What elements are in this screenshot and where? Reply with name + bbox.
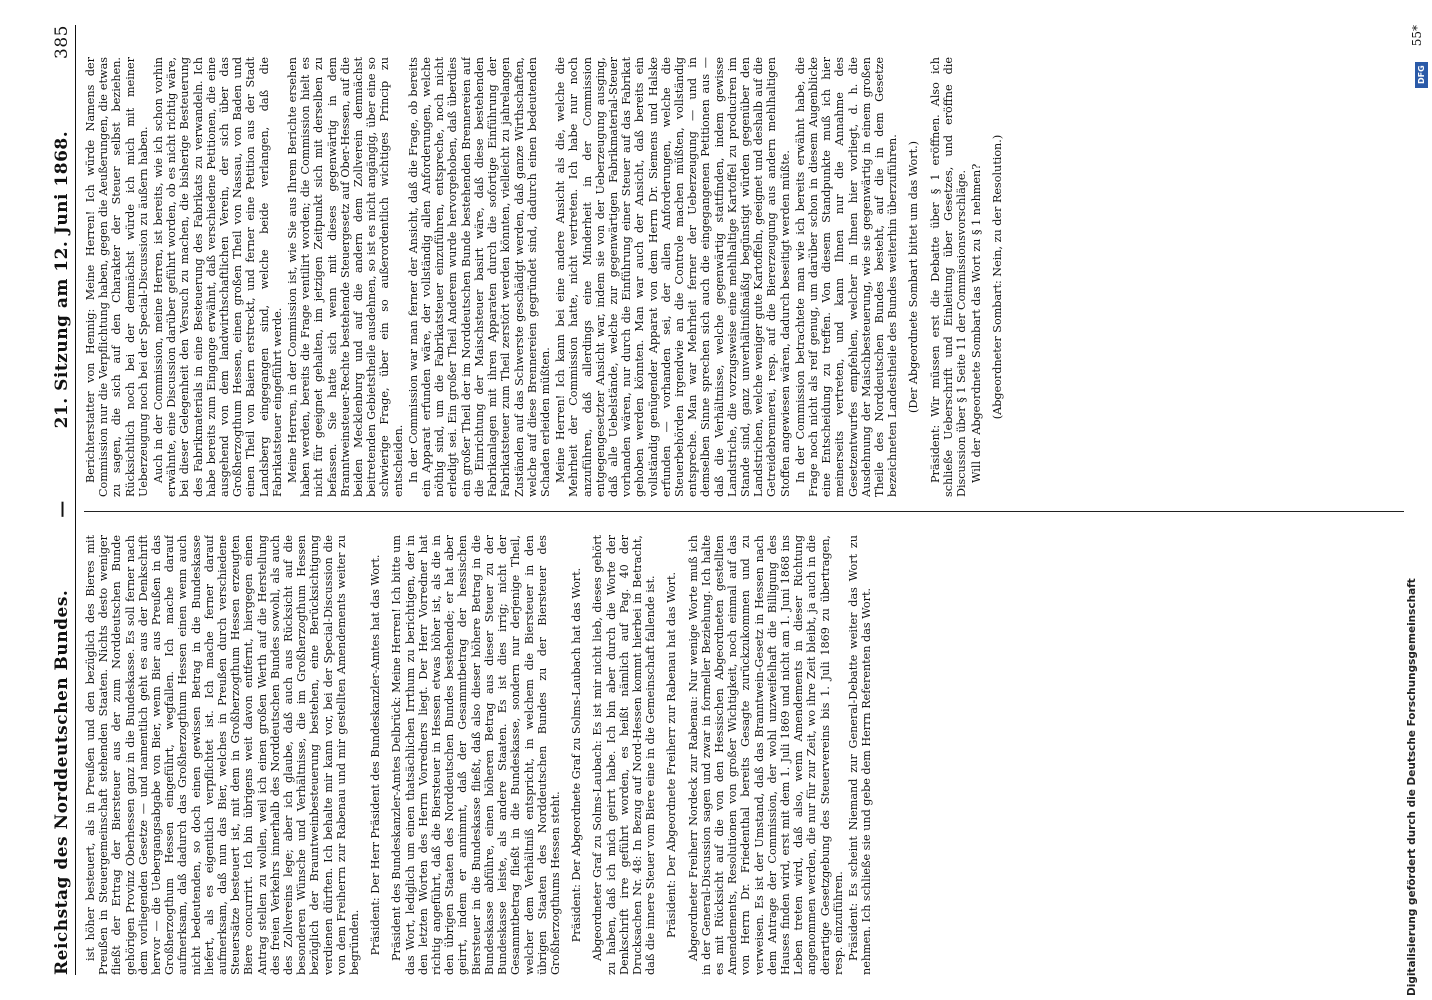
right-column [84,57,1414,497]
left-paragraph: Präsident des Bundeskanzler-Amtes Delbrück: Meine Herren! Ich bitte um das Wort, lediglich um einen thatsächlichen Irrthum zu berichtigen, der in den letzten Worten des Herrn Vorredners liegt. Der Herr Vorredner hat richtig angeführt, daß die Biersteuer in Hessen etwas höher ist, als die in den übrigen Staaten des Norddeutschen Bundes bestehende; er hat aber geirrt, indem er annimmt, daß der Gesammtbetrag der hessischen Biersteuer in die Bundeskasse fließt, daß also dieser höhere Betrag in die Bundeskasse abführe, einen höheren Betrag aus dieser Steuer zu der Bundeskasse leiste, als andere Staaten. Es ist dies irrig; nicht der Gesammtbetrag fließt in die Bundeskasse, sondern nur derjenige Theil, welcher dem Verhältniß entspricht, in welchem die Biersteuer in den übrigen Staaten des Norddeutschen Bundes zu der Biersteuer des Großherzogthums Hessen steht. [390,535,562,975]
left-paragraph: Präsident: Es scheint Niemand zur General-Debatte weiter das Wort zu nehmen. Ich schließe sie und gebe dem Herrn Referenten das Wort. [846,535,874,975]
right-paragraph: Präsident: Wir müssen erst die Debatte über § 1 eröffnen. Also ich schließe Ueberschrift und Einleitung über Gesetzes, und eröffne die Discussion über § 1 Seite 11 der Commissionsvorschläge. [928,57,968,497]
right-paragraph: In der Commission war man ferner der Ansicht, daß die Frage, ob bereits ein Apparat erfunden wäre, der vollständig allen Anforderungen, welche nöthig sind, um die Fabrikatsteuer einzuführen, entspreche, noch nicht erledigt sei. Ein großer Theil Anderem wurde hervorgehoben, daß überdies ein großer Theil der im Norddeutschen Bunde bestehenden Brennereien auf die Einrichtung der Maischsteuer basirt wäre, daß diese bestehenden Fabrikanlagen mit ihren Apparaten durch die sofortige Einführung der Fabrikatsteuer zum Theil zerstört werden könnten, vielleicht zu jahrelangen Zuständen auf das Schwerste geschädigt werden, daß ganze Wirthschaften, welche auf diese Brennereien gegründet sind, dadurch einen bedeutenden Schaden erleiden müßten. [406,57,552,497]
left-paragraph: Präsident: Der Abgeordnete Graf zu Solms-Laubach hat das Wort. [570,567,584,943]
header-title-right: 21. Sitzung am 12. Juni 1868. [52,130,72,429]
right-paragraph: (Abgeordneter Sombart: Nein, zu der Resolution.) [991,134,1005,420]
left-paragraph: ist höher besteuert, als in Preußen und den bezüglich des Bieres mit Preußen in Steuergemeinschaft stehenden Staaten. Nichts desto weniger fließt der Ertrag der Biersteuer aus der zum Norddeutschen Bunde gehörigen Provinz Oberhessen ganz in die Bundeskasse. Es soll ferner nach dem vorliegenden Gesetze — und namentlich geht es aus der Denkschrift hervor — die Uebergangsabgabe von Bier, wenn Bier aus Preußen in das Großherzogthum Hessen eingeführt, wegfallen. Ich mache darauf aufmerksam, daß dadurch das Großherzogthum Hessen einen wenn auch nicht bedeutenden, so doch einen gewissen Betrag in die Bundeskasse liefert, als es eigentlich verpflichtet ist. Ich mache ferner darauf aufmerksam, daß nun das Bier, welches in Preußen durch verschiedene Steuersätze besteuert ist, mit dem in Großherzogthum Hessen erzeugten Biere concurrirt. Ich bin übrigens weit davon entfernt, hiergegen einen Antrag stellen zu wollen, weil ich einen großen Werth auf die Herstellung des freien Verkehrs innerhalb des Norddeutschen Bundes sowohl, als auch des Zollvereins lege; aber ich glaube, daß auch aus Rücksicht auf die besonderen Wünsche und Verhältnisse, die im Großherzogthum Hessen bezüglich der Brauntweinbesteuerung bestehen, eine Berücksichtigung verdienen dürften. Ich behalte mir kann vor, bei der Special-Discussion die von dem Freiherrn zur Rabenau und mir gestellten Amendements weiter zu begründen. [84,535,362,975]
right-paragraph: (Der Abgeordnete Sombart bittet um das Wort.) [907,141,921,414]
left-paragraph: Präsident: Der Herr Präsident des Bundeskanzler-Amtes hat das Wort. [369,554,383,956]
right-paragraph: In der Commission betrachtete man wie ich bereits erwähnt habe, die Frage noch nicht als reif genug, um darüber schon in diesem Augenblicke eine Entscheidung zu treffen. Von diesem Standpunkte muß ich hier meinerseits vertreten, und kann Ihnen nur die Annahme des Gesetzentwurfes empfehlen, welcher in Ihnen hier vorliegt, d. h. die Ausdehnung der Maischbesteuerung, wie sie gegenwärtig in einem großen Theile des Norddeutschen Bundes besteht, auf die in dem Gesetze bezeichneten Landestheile des Bundes weiterhin überzuführen. [793,57,900,497]
dfg-logo: DFG [1415,62,1428,88]
page-number: 385 [52,25,72,59]
right-paragraph: Berichterstatter von Hennig: Meine Herren! Ich würde Namens der Commission nur die Verpflichtung haben, gegen die Aeußerungen, die etwas zu sagen, die sich auf den Charakter der Steuer selbst beziehen. Rücksichtlich noch bei der demnächst würde ich mich mit meiner Ueberzeugung noch bei der Special-Discussion zu äußern haben. [84,57,150,497]
right-paragraph: Auch in der Commission, meine Herren, ist bereits, wie ich schon vorhin erwähnte, eine Discussion darüber geführt worden, ob es nicht richtig wäre, bei dieser Gelegenheit den Versuch zu machen, die bisherige Besteuerung des Fabrikmaterials in eine Besteuerung des Fabrikats zu verwandeln. Ich habe bereits zum Eingange erwähnt, daß verschiedene Petitionen, die eine ausgehend von dem landwirthschaftlichen Verein, der sich über das Großherzogthum Hessen, einen großen Theil von Nassau, von Baden und einen Theil von Baiern erstreckt, und ferner eine Petition aus der Stadt Landsberg eingegangen sind, welche beide verlangen, daß die Fabrikatsteuer eingeführt werde. [152,57,284,497]
digitization-note: Digitalisierung gefördert durch die Deutsche Forschungsgemeinschaft [1406,578,1418,996]
right-paragraph: Will der Abgeordnete Sombart das Wort zu § 1 nehmen? [970,163,984,483]
right-paragraph: Meine Herren, in der Commission ist, wie Sie aus Ihrem Berichte ersehen haben werden, bereits die Frage ventilirt worden; die Commission hielt es nicht für geeignet gehalten, im jetzigen Zeitpunkt sich mit derselben zu befassen. Sie hatte sich wenn mit dieses gegenwärtig in dem Branntweinsteuer-Rechte bestehende Steuergesetz auf Ober-Hessen, auf die beiden Mecklenburg und auf die andern dem Zollverein demnächst beitretenden Gebietstheile ausdehnen, so ist es nicht angängig, über eine so schwierige Frage, über ein so außerordentlich wichtiges Princip zu entscheiden. [286,57,405,497]
column-divider [84,511,1404,512]
left-column [84,535,1414,975]
left-paragraph: Abgeordneter Graf zu Solms-Laubach: Es ist mir nicht lieb, dieses gehört zu haben, daß ich mich geirrt habe. Ich bin aber durch die Worte der Denkschrift irre geführt worden, es heißt nämlich auf Pag. 40 der Drucksachen Nr. 48: In Bezug auf Nord-Hessen kommt hierbei in Betracht, daß die innere Steuer vom Biere eine in die Gemeinschaft fallende ist. [591,535,658,975]
left-paragraph: Abgeordneter Freiherr Nordeck zur Rabenau: Nur wenige Worte muß ich in der General-Discussion sagen und zwar in formeller Beziehung. Ich halte es mit Rücksicht auf die von den Hessischen Abgeordneten gestellten Amendements, Resolutionen von großer Wichtigkeit, noch einmal auf das von Herrn Dr. Friedenthal bereits Gesagte zurückzukommen und zu verweisen. Es ist der Umstand, daß das Branntwein-Gesetz in Hessen nach dem Antrage der Commission, der wohl unzweifelhaft die Billigung des Hauses finden wird, erst mit dem 1. Juli 1869 und nicht am 1. Juni 1868 ins Leben treten wird, daß also, wenn Amendements in dieser Richtung angenommen werden, die nur für zur Zeit, wo ihre Zeit bleibt, ja auch in die derartige Gesetzgebung des Steuervereins bis 1. Juli 1869 zu übertragen, resp. einzuführen. [686,535,845,975]
right-paragraph: Meine Herren! Ich kann bei eine andere Ansicht als die, welche die Mehrheit der Commission hatte, nicht vertreten. Ich habe nur noch anzuführen, daß allerdings eine Minderheit in der Commission entgegengesetzter Ansicht war, indem sie von der Ueberzeugung ausging, daß alle Uebelstände, welche zur gegenwärtigen Fabrikmaterial-Steuer vorhanden wären, nur durch die Einführung einer Steuer auf das Fabrikat gehoben werden könnten. Man war auch der Ansicht, daß bereits ein vollständig genügender Apparat von dem Herrn Dr. Siemens und Halske erfunden — vorhanden sei, der allen Anforderungen, welche die Steuerbehörden irgendwie an die Controle machen müßten, vollständig entspreche. Man war Mehrheit ferner der Ueberzeugung — und in demselben Sinne sprechen sich auch die eingegangenen Petitionen aus — daß die Verhältnisse, welche gegenwärtig stattfinden, indem gewisse Landstriche, die vorzugsweise eine mehlhaltige Kartoffel zu produciren im Stande sind, ganz unverhältnißmäßig begünstigt würden gegenüber den Landstrichen, welche weniger gute Kartoffeln, geeignet und deshalb auf die Getreidebrennerei, resp. auf die Biererzeugung aus andern mehlhaltigen Stoffen angewiesen wären, dadurch beseitigt werden müßte. [554,57,792,497]
left-paragraph: Präsident: Der Abgeordnete Freiherr zur Rabenau hat das Wort. [665,571,679,939]
header-separator: — [52,500,72,518]
signature-mark: 55* [1410,25,1424,47]
header-title-left: Reichstag des Norddeutschen Bundes. [52,589,72,975]
page-header [40,25,76,975]
